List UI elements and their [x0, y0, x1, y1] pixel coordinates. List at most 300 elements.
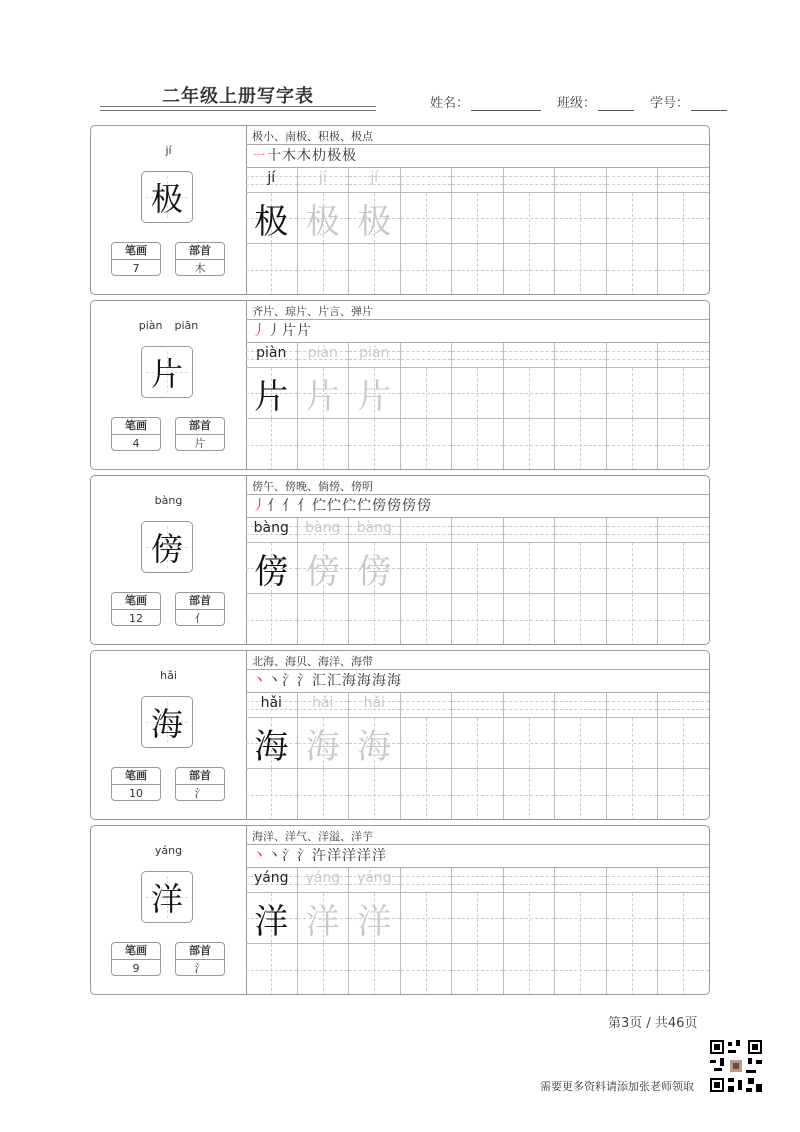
stroke-step: 亻 [267, 498, 282, 514]
practice-cell[interactable] [401, 343, 453, 470]
tian-grid-lower [555, 594, 606, 645]
tian-grid-lower [555, 944, 606, 995]
pinyin-line [452, 868, 503, 892]
pinyin-line [607, 168, 658, 192]
practice-cell[interactable] [298, 693, 350, 820]
pinyin-cell: piàn [307, 345, 338, 361]
stroke-count-box [111, 242, 161, 276]
practice-cell[interactable] [504, 518, 556, 645]
practice-cell[interactable] [504, 693, 556, 820]
stroke-count-box [111, 942, 161, 976]
practice-cell[interactable] [658, 343, 710, 470]
pinyin-line [504, 693, 555, 717]
tian-grid-lower [246, 244, 297, 295]
tian-grid-lower [607, 244, 658, 295]
header [0, 0, 800, 120]
practice-cell[interactable] [452, 518, 504, 645]
pinyin-line [504, 168, 555, 192]
practice-cell[interactable] [555, 693, 607, 820]
tian-grid-lower [452, 419, 503, 470]
stroke-label: 笔画 [112, 768, 160, 785]
tian-grid-lower [401, 594, 452, 645]
practice-cell[interactable] [504, 868, 556, 995]
stroke-step: 海 [357, 673, 372, 689]
stroke-step: 丶 [252, 673, 267, 689]
practice-cell[interactable] [555, 343, 607, 470]
pinyin-cell: bàng [305, 520, 341, 536]
practice-cell[interactable] [504, 168, 556, 295]
practice-cell[interactable] [607, 693, 659, 820]
pinyin-line [607, 343, 658, 367]
radical-label: 部首 [176, 593, 224, 610]
stroke-count: 9 [132, 962, 140, 975]
practice-cell[interactable] [246, 168, 298, 295]
stroke-step: 亻 [297, 498, 312, 514]
practice-cell[interactable] [504, 343, 556, 470]
radical-box [175, 417, 225, 451]
page-number: 第3页 / 共46页 [608, 1016, 698, 1031]
char-info-panel [91, 826, 247, 994]
practice-cell[interactable] [658, 168, 710, 295]
pinyin-cell: jí [267, 170, 276, 186]
tian-grid-lower [246, 419, 297, 470]
stroke-step: 丿 [252, 498, 267, 514]
pinyin-line [555, 518, 606, 542]
tian-grid-lower [504, 594, 555, 645]
practice-panel [246, 476, 709, 644]
pinyin-text: jí [165, 144, 172, 157]
field-0 [430, 92, 541, 111]
radical-value: 氵 [194, 962, 206, 975]
tian-grid-lower [658, 769, 709, 820]
pinyin-reading [91, 144, 246, 157]
pinyin-cell: jí [318, 170, 327, 186]
practice-panel [246, 126, 709, 294]
pinyin-cell: yáng [305, 870, 341, 886]
pinyin-cell: jí [370, 170, 379, 186]
pinyin-cell: bàng [356, 520, 392, 536]
practice-cell[interactable] [607, 518, 659, 645]
pinyin-line [555, 343, 606, 367]
pinyin-line [504, 518, 555, 542]
tian-grid-lower [555, 419, 606, 470]
tian-grid-upper [607, 542, 658, 594]
model-char: 傍 [254, 551, 289, 592]
tian-grid-upper [555, 892, 606, 944]
tian-grid-lower [401, 944, 452, 995]
radical-box [175, 767, 225, 801]
tian-grid-lower [298, 594, 349, 645]
stroke-count-box [111, 592, 161, 626]
pinyin-line [658, 168, 709, 192]
tian-grid-upper [504, 367, 555, 419]
char-card [90, 125, 710, 295]
pinyin-text: yáng [154, 844, 183, 857]
model-char: 片 [254, 376, 289, 417]
pinyin-line [504, 868, 555, 892]
tian-grid-lower [452, 769, 503, 820]
practice-cell[interactable] [401, 868, 453, 995]
char-info-panel [91, 476, 247, 644]
tian-grid-upper [504, 192, 555, 244]
trace-char: 傍 [357, 551, 392, 592]
stroke-count-box [111, 767, 161, 801]
stroke-step: 氵 [282, 848, 297, 864]
stroke-count: 7 [132, 262, 140, 275]
stroke-step: 伫 [327, 498, 342, 514]
char-info-panel [91, 651, 247, 819]
practice-cell[interactable] [452, 343, 504, 470]
tian-grid-upper [401, 717, 452, 769]
pinyin-line [658, 343, 709, 367]
pinyin-cell: yáng [356, 870, 392, 886]
field-blank[interactable] [471, 96, 541, 111]
stroke-step: ㇐ [252, 148, 267, 164]
tian-grid-lower [246, 594, 297, 645]
radical-box [175, 242, 225, 276]
pinyin-cell: hǎi [363, 695, 385, 711]
title-underline [100, 106, 376, 107]
practice-cell[interactable] [246, 868, 298, 995]
practice-cell[interactable] [555, 868, 607, 995]
stroke-step: 丿 [267, 323, 282, 339]
word-list: 极小、南极、积极、极点 [252, 130, 373, 143]
tian-grid-upper [658, 717, 709, 769]
stroke-step: 亻 [282, 498, 297, 514]
tian-grid-upper [555, 367, 606, 419]
practice-cell[interactable] [555, 168, 607, 295]
practice-cell[interactable] [298, 168, 350, 295]
practice-cell[interactable] [658, 518, 710, 645]
tian-grid-lower [607, 419, 658, 470]
radical-label: 部首 [176, 418, 224, 435]
stroke-count: 4 [132, 437, 140, 450]
char-display [141, 171, 193, 223]
stroke-step: 伫 [342, 498, 357, 514]
practice-cell[interactable] [607, 868, 659, 995]
stroke-label: 笔画 [112, 593, 160, 610]
qr-code-icon [708, 1038, 764, 1094]
stroke-step: 丿 [252, 323, 267, 339]
tian-grid-lower [452, 594, 503, 645]
practice-cell[interactable] [452, 168, 504, 295]
practice-cell[interactable] [349, 343, 401, 470]
practice-cell[interactable] [452, 693, 504, 820]
word-list: 北海、海贝、海洋、海带 [252, 655, 373, 668]
stroke-step: 洋 [372, 848, 387, 864]
practice-cell[interactable] [607, 343, 659, 470]
tian-grid-lower [246, 944, 297, 995]
tian-grid-upper [555, 192, 606, 244]
pinyin-line [452, 168, 503, 192]
stroke-step: 十 [267, 148, 282, 164]
stroke-step: 极 [327, 148, 342, 164]
tian-grid-lower [452, 944, 503, 995]
char-display [141, 346, 193, 398]
tian-grid-lower [607, 769, 658, 820]
pinyin-line [401, 693, 452, 717]
pinyin-line [555, 168, 606, 192]
stroke-step: 朸 [312, 148, 327, 164]
student-fields [430, 92, 743, 111]
char-card [90, 300, 710, 470]
stroke-count-box [111, 417, 161, 451]
tian-grid-upper [658, 192, 709, 244]
radical-value: 亻 [194, 612, 206, 625]
pinyin-line [401, 518, 452, 542]
radical-label: 部首 [176, 768, 224, 785]
pinyin-text: bàng [154, 494, 183, 507]
char-info-panel [91, 301, 247, 469]
stroke-step: 氵 [297, 673, 312, 689]
stroke-step: 氵 [297, 848, 312, 864]
stroke-step: 丶 [267, 673, 282, 689]
field-label: 学号： [650, 96, 690, 111]
stroke-step: 海 [372, 673, 387, 689]
tian-grid-upper [504, 892, 555, 944]
tian-grid-upper [504, 542, 555, 594]
word-list: 傍午、傍晚、倘傍、傍明 [252, 480, 373, 493]
tian-grid-lower [298, 244, 349, 295]
tian-grid-upper [401, 892, 452, 944]
practice-cell[interactable] [658, 868, 710, 995]
pinyin-cell: hǎi [260, 695, 282, 711]
stroke-step: 傍 [417, 498, 432, 514]
trace-char: 极 [305, 201, 340, 242]
stroke-step: 海 [342, 673, 357, 689]
trace-char: 极 [357, 201, 392, 242]
practice-grid [246, 518, 709, 645]
tian-grid-upper [607, 717, 658, 769]
tian-grid-lower [658, 944, 709, 995]
pinyin-line [607, 868, 658, 892]
practice-cell[interactable] [401, 518, 453, 645]
practice-cell[interactable] [658, 693, 710, 820]
pinyin-text: piān [174, 319, 199, 332]
pinyin-text: hǎi [160, 669, 177, 682]
pinyin-reading [91, 494, 246, 507]
pinyin-line [658, 693, 709, 717]
model-char: 极 [254, 201, 289, 242]
stroke-order [252, 670, 402, 690]
tian-grid-lower [504, 769, 555, 820]
word-list: 海洋、洋气、洋溢、洋芋 [252, 830, 373, 843]
pinyin-line [555, 693, 606, 717]
practice-cell[interactable] [298, 868, 350, 995]
stroke-step: 傍 [387, 498, 402, 514]
practice-cell[interactable] [607, 168, 659, 295]
tian-grid-upper [555, 717, 606, 769]
tian-grid-lower [298, 419, 349, 470]
stroke-label: 笔画 [112, 243, 160, 260]
practice-cell[interactable] [349, 168, 401, 295]
tian-grid-lower [504, 419, 555, 470]
tian-grid-lower [658, 594, 709, 645]
practice-cell[interactable] [555, 518, 607, 645]
field-label: 姓名： [430, 96, 470, 111]
tian-grid-upper [607, 892, 658, 944]
char-display [141, 871, 193, 923]
practice-grid [246, 343, 709, 470]
pinyin-line [607, 518, 658, 542]
practice-cell[interactable] [349, 868, 401, 995]
stroke-order [252, 320, 312, 340]
main-char: 洋 [150, 880, 183, 918]
tian-grid-upper [658, 542, 709, 594]
tian-grid-upper [452, 892, 503, 944]
tian-grid-lower [607, 944, 658, 995]
pinyin-cell: bàng [253, 520, 289, 536]
stroke-step: 傍 [402, 498, 417, 514]
stroke-step: 洋 [342, 848, 357, 864]
tian-grid-lower [349, 594, 400, 645]
field-blank[interactable] [598, 96, 634, 111]
practice-cell[interactable] [349, 518, 401, 645]
stroke-order [252, 845, 387, 865]
trace-char: 海 [305, 726, 340, 767]
trace-char: 片 [357, 376, 392, 417]
practice-cell[interactable] [452, 868, 504, 995]
stroke-label: 笔画 [112, 943, 160, 960]
pinyin-line [401, 868, 452, 892]
tian-grid-lower [401, 419, 452, 470]
tian-grid-lower [555, 244, 606, 295]
tian-grid-upper [401, 367, 452, 419]
field-2 [650, 92, 727, 111]
stroke-step: 伫 [357, 498, 372, 514]
tian-grid-upper [452, 192, 503, 244]
tian-grid-upper [504, 717, 555, 769]
field-blank[interactable] [691, 96, 727, 111]
practice-cell[interactable] [298, 518, 350, 645]
char-display [141, 696, 193, 748]
word-list: 齐片、琼片、片言、弹片 [252, 305, 373, 318]
pinyin-text: piàn [138, 319, 163, 332]
radical-value: 片 [194, 437, 206, 450]
pinyin-reading [91, 319, 246, 332]
practice-panel [246, 651, 709, 819]
trace-char: 海 [357, 726, 392, 767]
main-char: 海 [150, 705, 183, 743]
tian-grid-lower [555, 769, 606, 820]
practice-cell[interactable] [246, 343, 298, 470]
main-char: 傍 [150, 530, 183, 568]
radical-label: 部首 [176, 243, 224, 260]
tian-grid-lower [349, 944, 400, 995]
tian-grid-lower [298, 769, 349, 820]
char-card [90, 475, 710, 645]
field-label: 班级： [557, 96, 597, 111]
tian-grid-lower [246, 769, 297, 820]
pinyin-line [555, 868, 606, 892]
main-char: 极 [150, 180, 183, 218]
stroke-order [252, 145, 357, 165]
tian-grid-upper [452, 717, 503, 769]
tian-grid-lower [504, 944, 555, 995]
pinyin-line [401, 343, 452, 367]
tian-grid-lower [349, 769, 400, 820]
radical-value: 氵 [194, 787, 206, 800]
pinyin-line [452, 693, 503, 717]
pinyin-reading [91, 669, 246, 682]
stroke-step: 木 [282, 148, 297, 164]
stroke-step: 氵 [282, 673, 297, 689]
radical-value: 木 [194, 262, 206, 275]
practice-cell[interactable] [349, 693, 401, 820]
pinyin-line [658, 518, 709, 542]
pinyin-cell: piàn [359, 345, 390, 361]
tian-grid-upper [452, 367, 503, 419]
stroke-step: 洋 [357, 848, 372, 864]
model-char: 洋 [254, 901, 289, 942]
pinyin-cell: piàn [256, 345, 287, 361]
trace-char: 傍 [305, 551, 340, 592]
pinyin-line [658, 868, 709, 892]
practice-cell[interactable] [246, 518, 298, 645]
stroke-order [252, 495, 432, 515]
practice-cell[interactable] [298, 343, 350, 470]
trace-char: 洋 [305, 901, 340, 942]
practice-cell[interactable] [401, 693, 453, 820]
tian-grid-lower [349, 419, 400, 470]
stroke-step: 海 [387, 673, 402, 689]
tian-grid-lower [401, 769, 452, 820]
char-info-panel [91, 126, 247, 294]
pinyin-line [607, 693, 658, 717]
stroke-count: 12 [129, 612, 143, 625]
pinyin-line [452, 343, 503, 367]
practice-grid [246, 693, 709, 820]
tian-grid-lower [298, 944, 349, 995]
stroke-step: 汇 [327, 673, 342, 689]
stroke-count: 10 [129, 787, 143, 800]
page-title: 二年级上册写字表 [162, 86, 314, 107]
stroke-step: 伫 [312, 498, 327, 514]
tian-grid-lower [401, 244, 452, 295]
stroke-step: 片 [297, 323, 312, 339]
practice-cell[interactable] [401, 168, 453, 295]
divider [246, 319, 709, 320]
radical-label: 部首 [176, 943, 224, 960]
tian-grid-upper [452, 542, 503, 594]
stroke-step: 极 [342, 148, 357, 164]
stroke-label: 笔画 [112, 418, 160, 435]
stroke-step: 片 [282, 323, 297, 339]
stroke-step: 丶 [267, 848, 282, 864]
tian-grid-upper [658, 367, 709, 419]
char-card [90, 650, 710, 820]
tian-grid-lower [658, 244, 709, 295]
trace-char: 洋 [357, 901, 392, 942]
stroke-step: 汇 [312, 673, 327, 689]
stroke-step: 汻 [312, 848, 327, 864]
promo-text: 需要更多资料请添加张老师领取 [540, 1080, 694, 1093]
char-display [141, 521, 193, 573]
tian-grid-upper [658, 892, 709, 944]
practice-cell[interactable] [246, 693, 298, 820]
practice-grid [246, 168, 709, 295]
radical-box [175, 942, 225, 976]
model-char: 海 [254, 726, 289, 767]
tian-grid-lower [452, 244, 503, 295]
title-underline-2 [100, 110, 376, 111]
stroke-step: 木 [297, 148, 312, 164]
radical-box [175, 592, 225, 626]
pinyin-cell: yáng [253, 870, 289, 886]
pinyin-cell: hǎi [312, 695, 334, 711]
stroke-step: 丶 [252, 848, 267, 864]
tian-grid-lower [349, 244, 400, 295]
